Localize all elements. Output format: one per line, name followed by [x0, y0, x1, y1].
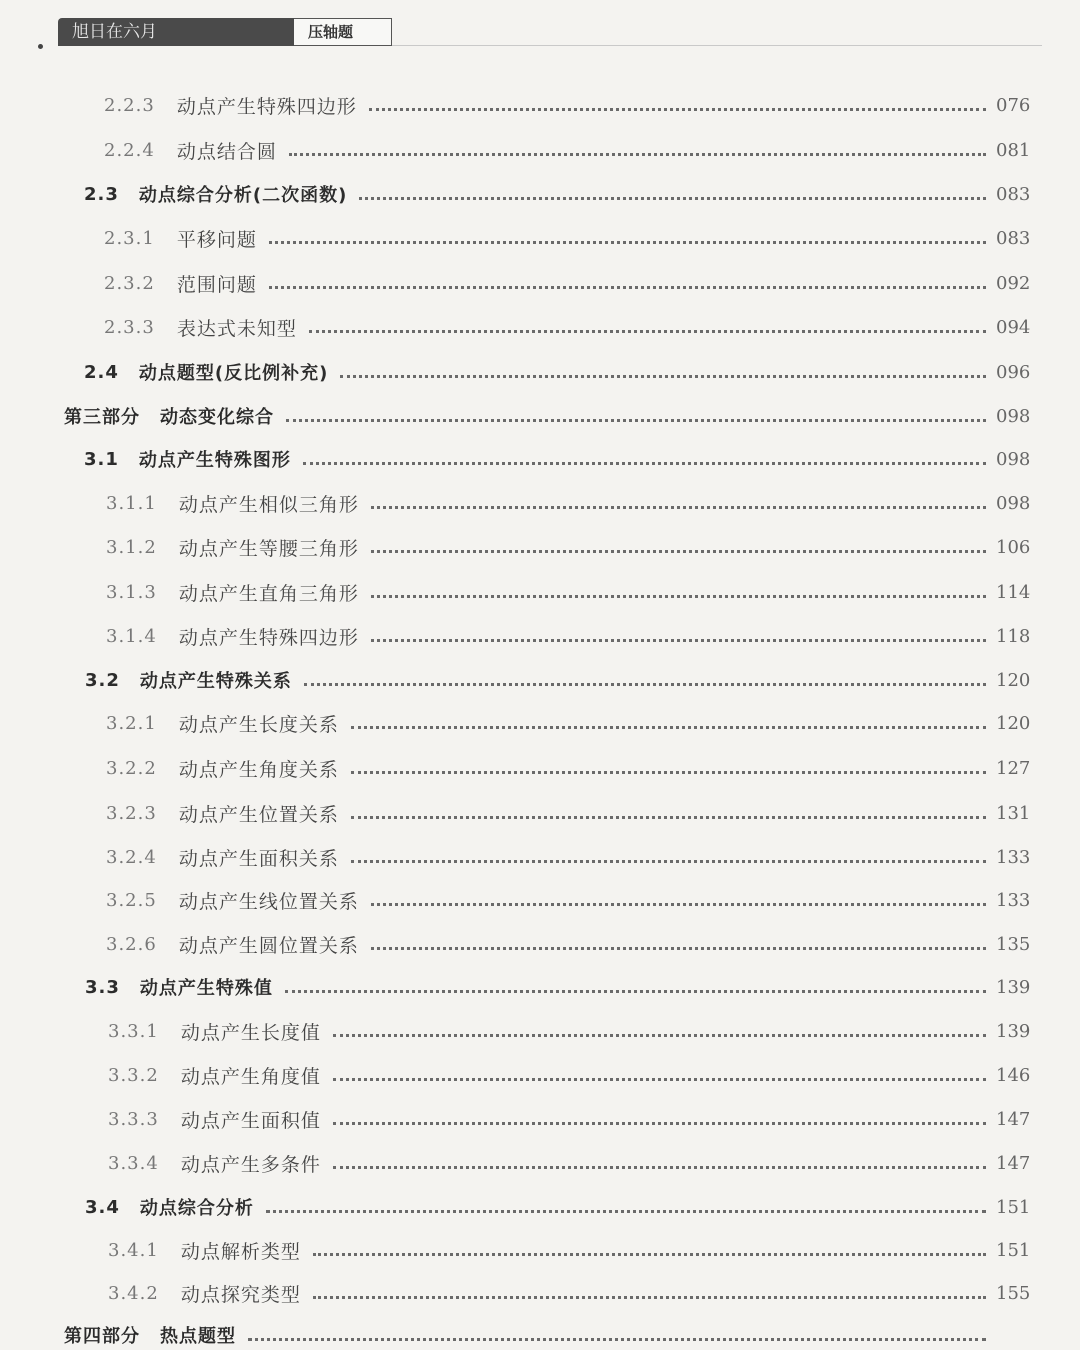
dot-leader [351, 771, 986, 774]
toc-entry-page: 106 [996, 536, 1031, 558]
toc-entry-number: 2.4 [84, 361, 119, 383]
toc-entry-number: 第三部分 [64, 407, 140, 428]
toc-entry [0, 1104, 1080, 1134]
dot-leader [351, 816, 986, 819]
dot-leader [269, 241, 986, 244]
toc-entry [0, 929, 1080, 959]
dot-leader [333, 1078, 986, 1081]
toc-entry-page: 146 [996, 1064, 1031, 1086]
toc-entry [0, 1235, 1080, 1265]
toc-entry-page: 094 [996, 316, 1031, 338]
toc-entry [0, 1278, 1080, 1308]
toc-entry-page: 139 [996, 976, 1031, 998]
toc-entry-number: 3.2.1 [106, 712, 157, 734]
toc-entry-number: 3.4.2 [108, 1282, 159, 1304]
toc-entry-page: 096 [996, 361, 1031, 383]
toc-entry-title: 动点产生面积值 [180, 1109, 321, 1132]
toc-entry-page: 147 [996, 1108, 1031, 1130]
toc-entry [0, 972, 1080, 1002]
dot-leader [371, 947, 986, 950]
toc-entry [0, 401, 1080, 431]
dot-leader [369, 108, 986, 111]
toc-entry-title: 动点综合分析(二次函数) [138, 185, 348, 206]
toc-entry-page: 135 [996, 933, 1031, 955]
toc-entry-number: 3.3.1 [108, 1020, 159, 1042]
toc-entry [0, 357, 1080, 387]
section-tag: 压轴题 [294, 18, 392, 46]
toc-entry-title: 动点产生长度值 [180, 1021, 321, 1044]
toc-entry-page: 118 [996, 625, 1031, 647]
toc-entry-title: 范围问题 [176, 273, 257, 296]
toc-entry-number: 3.1.3 [106, 581, 157, 603]
toc-entry-number: 2.2.4 [104, 139, 155, 161]
toc-entry-title: 动点产生特殊四边形 [176, 95, 357, 118]
toc-entry-title: 动点产生角度关系 [178, 758, 339, 781]
toc-entry-title: 动点产生长度关系 [178, 713, 339, 736]
dot-leader [371, 639, 986, 642]
toc-entry-title: 动点产生特殊图形 [138, 450, 291, 471]
toc-entry [0, 135, 1080, 165]
toc-entry-page: 083 [996, 227, 1031, 249]
toc-entry-page: 098 [996, 448, 1031, 470]
toc-entry-number: 3.4 [85, 1196, 120, 1218]
toc-entry-title: 动点产生特殊四边形 [178, 626, 359, 649]
toc-entry-page: 092 [996, 272, 1031, 294]
dot-leader [340, 375, 986, 378]
toc-entry-title: 平移问题 [176, 228, 257, 251]
toc-entry-number: 2.3.2 [104, 272, 155, 294]
toc-entry [0, 842, 1080, 872]
toc-entry-page: 081 [996, 139, 1031, 161]
dot-leader [333, 1166, 986, 1169]
toc-entry [0, 179, 1080, 209]
running-header [58, 18, 392, 46]
toc-entry-page: 098 [996, 492, 1031, 514]
toc-entry-page: 076 [996, 94, 1031, 116]
toc-entry-number: 3.4.1 [108, 1239, 159, 1261]
toc-entry [0, 665, 1080, 695]
toc-entry-number: 2.3.3 [104, 316, 155, 338]
toc-entry-page: 098 [996, 405, 1031, 427]
toc-entry [0, 1192, 1080, 1222]
dot-leader [285, 990, 986, 993]
dot-leader [313, 1253, 986, 1256]
toc-entry-page: 155 [996, 1282, 1031, 1304]
toc-entry-title: 动点产生特殊关系 [139, 671, 292, 692]
toc-entry-number: 3.1.2 [106, 536, 157, 558]
dot-leader [333, 1034, 986, 1037]
toc-entry-title: 动点产生等腰三角形 [178, 537, 359, 560]
toc-entry-title: 动点产生直角三角形 [178, 582, 359, 605]
toc-entry-page: 151 [996, 1239, 1031, 1261]
toc-entry-title: 动点综合分析 [139, 1198, 254, 1219]
toc-entry-number: 3.3.2 [108, 1064, 159, 1086]
toc-entry-title: 动点产生圆位置关系 [178, 934, 359, 957]
toc-entry-page: 120 [996, 712, 1031, 734]
toc-entry [0, 708, 1080, 738]
header-rule [392, 45, 1042, 46]
dot-leader [309, 330, 986, 333]
toc-entry-page: 151 [996, 1196, 1031, 1218]
toc-entry-number: 3.1 [84, 448, 119, 470]
dot-leader [313, 1296, 986, 1299]
dot-leader [266, 1210, 986, 1213]
toc-entry-title: 动点产生多条件 [180, 1153, 321, 1176]
toc-entry-title: 动点产生面积关系 [178, 847, 339, 870]
toc-entry-page: 131 [996, 802, 1031, 824]
toc-entry [0, 798, 1080, 828]
toc-entry-number: 3.2.6 [106, 933, 157, 955]
toc-entry-number: 3.3.4 [108, 1152, 159, 1174]
dot-leader [359, 197, 986, 200]
toc-entry-title: 动点产生位置关系 [178, 803, 339, 826]
toc-entry-number: 3.1.4 [106, 625, 157, 647]
toc-entry-number: 3.1.1 [106, 492, 157, 514]
toc-entry-title: 动点题型(反比例补充) [138, 363, 329, 384]
toc-entry [0, 753, 1080, 783]
toc-entry-page: 147 [996, 1152, 1031, 1174]
toc-entry-number: 3.3.3 [108, 1108, 159, 1130]
toc-entry-title: 热点题型 [160, 1326, 236, 1347]
book-title: 旭日在六月 [58, 18, 294, 46]
toc-entry [0, 885, 1080, 915]
toc-entry-title: 动点产生线位置关系 [178, 890, 359, 913]
toc-entry [0, 223, 1080, 253]
toc-entry-title: 动点解析类型 [180, 1240, 301, 1263]
toc-entry-title: 动点产生角度值 [180, 1065, 321, 1088]
toc-entry-title: 动点产生特殊值 [139, 978, 273, 999]
dot-leader [371, 506, 986, 509]
toc-entry [0, 577, 1080, 607]
toc-entry-number: 3.2.5 [106, 889, 157, 911]
dot-leader [269, 286, 986, 289]
toc-entry-title: 动点结合圆 [176, 140, 277, 163]
header-bullet [38, 44, 43, 49]
toc-entry-page: 083 [996, 183, 1031, 205]
toc-entry-number: 2.2.3 [104, 94, 155, 116]
toc-entry [0, 1320, 1080, 1350]
toc-entry-number: 3.2.2 [106, 757, 157, 779]
toc-entry [0, 488, 1080, 518]
toc-entry [0, 444, 1080, 474]
toc-entry [0, 532, 1080, 562]
dot-leader [286, 419, 986, 422]
toc-entry [0, 621, 1080, 651]
dot-leader [371, 550, 986, 553]
toc-entry [0, 312, 1080, 342]
toc-entry-title: 表达式未知型 [176, 317, 297, 340]
dot-leader [333, 1122, 986, 1125]
toc-entry-page: 127 [996, 757, 1031, 779]
toc-entry-page: 120 [996, 669, 1031, 691]
toc-entry [0, 1016, 1080, 1046]
toc-entry-number: 第四部分 [64, 1326, 140, 1347]
toc-entry [0, 268, 1080, 298]
toc-entry [0, 90, 1080, 120]
toc-entry-number: 3.3 [85, 976, 120, 998]
toc-entry [0, 1148, 1080, 1178]
toc-entry [0, 1060, 1080, 1090]
dot-leader [303, 462, 986, 465]
toc-entry-number: 3.2.3 [106, 802, 157, 824]
dot-leader [351, 726, 986, 729]
toc-entry-page: 114 [996, 581, 1031, 603]
toc-entry-page: 133 [996, 889, 1031, 911]
toc-entry-title: 动态变化综合 [160, 407, 274, 428]
toc-entry-number: 3.2.4 [106, 846, 157, 868]
toc-entry-number: 3.2 [85, 669, 120, 691]
dot-leader [351, 860, 986, 863]
toc-entry-title: 动点产生相似三角形 [178, 493, 359, 516]
dot-leader [304, 683, 986, 686]
dot-leader [371, 595, 986, 598]
toc-entry-number: 2.3.1 [104, 227, 155, 249]
toc-entry-title: 动点探究类型 [180, 1283, 301, 1306]
dot-leader [289, 153, 986, 156]
toc-entry-number: 2.3 [84, 183, 119, 205]
toc-entry-page: 139 [996, 1020, 1031, 1042]
dot-leader [371, 903, 986, 906]
toc-entry-page: 133 [996, 846, 1031, 868]
